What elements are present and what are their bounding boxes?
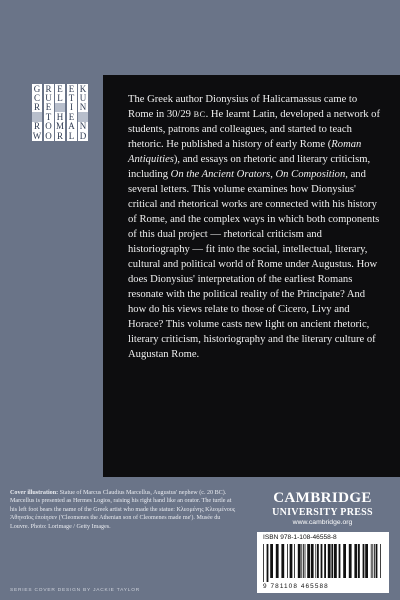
blurb-part-5: , and several letters. This volume examines how Dionysius' critical and rhetorical works are connected with his history of Rome, and the complex ways in which both components of this dual project — rhetorical criticism and historiography — fit into the social, intellectual, literary, cultural and political world of Rome under Augustus. How does Dionysius' interpretation of the earliest Romans resonate with the political reality of the Principate? And how do his views relate to those of Cicero, Livy and Horace? This volume casts new light on ancient rhetoric, literary criticism, historiography and the literary culture of Augustan Rome. xyxy=(128,169,380,360)
blurb-part-2: . He learnt Latin, developed a network of students, patrons and colleagues, and started to teach rhetoric. He published a history of early Rome ( xyxy=(128,109,380,150)
book-description xyxy=(128,92,380,362)
series-logo-cell: R xyxy=(33,102,40,113)
cover-top-band xyxy=(0,0,400,75)
blurb-title-roman-antiquities: Roman Antiquities xyxy=(128,139,362,165)
series-logo-cell: I xyxy=(67,103,77,113)
series-logo-cell: C xyxy=(33,92,40,103)
cover-footer xyxy=(0,477,400,600)
series-logo-cell: L xyxy=(55,93,65,103)
series-logo-cell: W xyxy=(32,130,42,141)
series-logo-cell: H xyxy=(56,111,64,122)
series-logo-greek-culture-in-the-roman-world xyxy=(32,84,88,140)
series-logo-cell: M xyxy=(55,121,64,132)
series-logo-cell: A xyxy=(68,121,75,132)
isbn-number: ISBN 978-1-108-46558-8 xyxy=(263,534,337,541)
barcode-digits: 9 781108 465588 xyxy=(263,583,329,590)
blurb-bc-1: BC xyxy=(193,110,206,119)
series-logo-cell: E xyxy=(67,112,77,122)
series-logo-cell: E xyxy=(55,84,65,94)
cover-illustration-text: Statue of Marcus Claudius Marcellus, Augustus' nephew (c. 20 BC). Marcellus is presented as Hermes Logios, raising his right hand like an orator. The turtle at his left foot bears the name of the Greek artist who made the statue: Κλεομένης Κλεομένους Ἀθηναῖος ἐποίησεν ('Cleomenes the Athenian son of Cleomenes made me'). Musée du Louvre. Photo: Lorimage / Getty Images. xyxy=(10,490,236,530)
blurb-part-4: , xyxy=(270,169,276,180)
series-logo-cell: T xyxy=(44,112,54,122)
cover-illustration-label: Cover illustration: xyxy=(10,490,59,496)
series-logo-cell: E xyxy=(44,103,54,113)
series-logo-cell: G xyxy=(33,83,41,94)
series-logo-cell: U xyxy=(45,92,52,103)
blurb-title-ancient-orators: On the Ancient Orators xyxy=(170,169,271,180)
series-logo-cell: R xyxy=(33,121,40,132)
series-logo-cell: O xyxy=(45,121,52,132)
series-logo-cell: N xyxy=(79,102,87,113)
series-logo-cell: D xyxy=(79,130,87,141)
cover-illustration-credit xyxy=(10,489,236,531)
series-logo-cell: E xyxy=(67,84,77,94)
series-logo-cell: T xyxy=(67,93,77,103)
blurb-part-1: The Greek author Dionysius of Halicarnassus came to Rome in 30/29 xyxy=(128,94,358,120)
series-logo-cell: R xyxy=(45,83,52,94)
barcode-icon xyxy=(263,544,381,582)
blurb-part-3: ), and essays on rhetoric and literary criticism, including xyxy=(128,154,371,180)
series-logo-cell: O xyxy=(45,130,52,141)
series-logo-cell: K xyxy=(79,83,87,94)
series-logo-cell: U xyxy=(79,92,87,103)
series-logo-cell: N xyxy=(79,121,87,132)
series-logo-cell: R xyxy=(56,130,63,141)
series-design-credit: SERIES COVER DESIGN BY JACKIE TAYLOR xyxy=(10,588,141,593)
series-logo-cell: L xyxy=(67,131,77,141)
blurb-title-composition: On Composition xyxy=(275,169,346,180)
barcode-panel xyxy=(257,532,389,593)
publisher-subtitle: UNIVERSITY PRESS xyxy=(272,507,373,518)
publisher-url: www.cambridge.org xyxy=(292,519,353,526)
publisher-name: CAMBRIDGE xyxy=(273,490,372,506)
